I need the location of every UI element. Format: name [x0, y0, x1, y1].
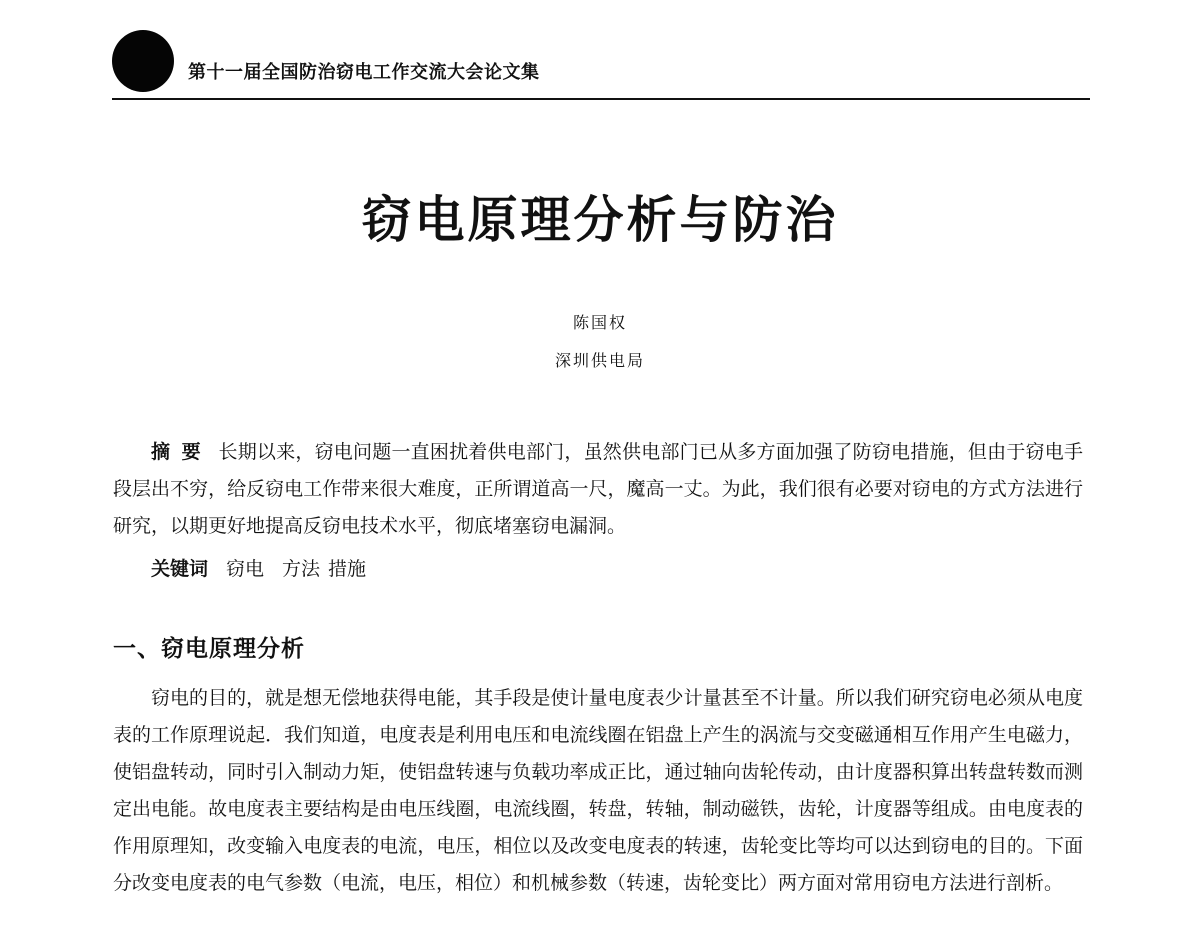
abstract-label: 摘要	[151, 441, 213, 463]
keywords-label: 关键词	[151, 558, 209, 580]
abstract-text: 长期以来，窃电问题一直困扰着供电部门，虽然供电部门已从多方面加强了防窃电措施，但由于窃电手段层出不穷，给反窃电工作带来很大难度，正所谓道高一尺，魔高一丈。为此，我们很有必要对窃电的方式方法进行研究，以期更好地提高反窃电技术水平，彻底堵塞窃电漏洞。	[113, 441, 1083, 537]
journal-title: 第十一届全国防治窃电工作交流大会论文集	[188, 62, 540, 83]
section-paragraph: 窃电的目的，就是想无偿地获得电能，其手段是使计量电度表少计量甚至不计量。所以我们研究窃电必须从电度表的工作原理说起．我们知道，电度表是利用电压和电流线圈在铝盘上产生的涡流与交变磁通相互作用产生电磁力，使铝盘转动，同时引入制动力矩，使铝盘转速与负载功率成正比，通过轴向齿轮传动，由计度器积算出转盘转数而测定出电能。故电度表主要结构是由电压线圈，电流线圈，转盘，转轴，制动磁铁，齿轮，计度器等组成。由电度表的作用原理知，改变输入电度表的电流，电压，相位以及改变电度表的转速，齿轮变比等均可以达到窃电的目的。下面分改变电度表的电气参数（电流，电压，相位）和机械参数（转速，齿轮变比）两方面对常用窃电方法进行剖析。	[113, 687, 1083, 894]
journal-logo	[112, 30, 174, 92]
header-divider	[112, 98, 1090, 100]
author-name: 陈国权	[572, 313, 627, 332]
section-heading: 一、窃电原理分析	[113, 636, 305, 662]
abstract	[113, 434, 1083, 545]
page-header	[112, 30, 1090, 100]
keywords	[113, 551, 1083, 588]
keyword-item: 措施	[328, 558, 367, 580]
author-affiliation: 深圳供电局	[554, 351, 645, 370]
keyword-item: 窃电	[226, 558, 265, 580]
keyword-item: 方法	[282, 558, 321, 580]
paper-title: 窃电原理分析与防治	[361, 191, 839, 249]
